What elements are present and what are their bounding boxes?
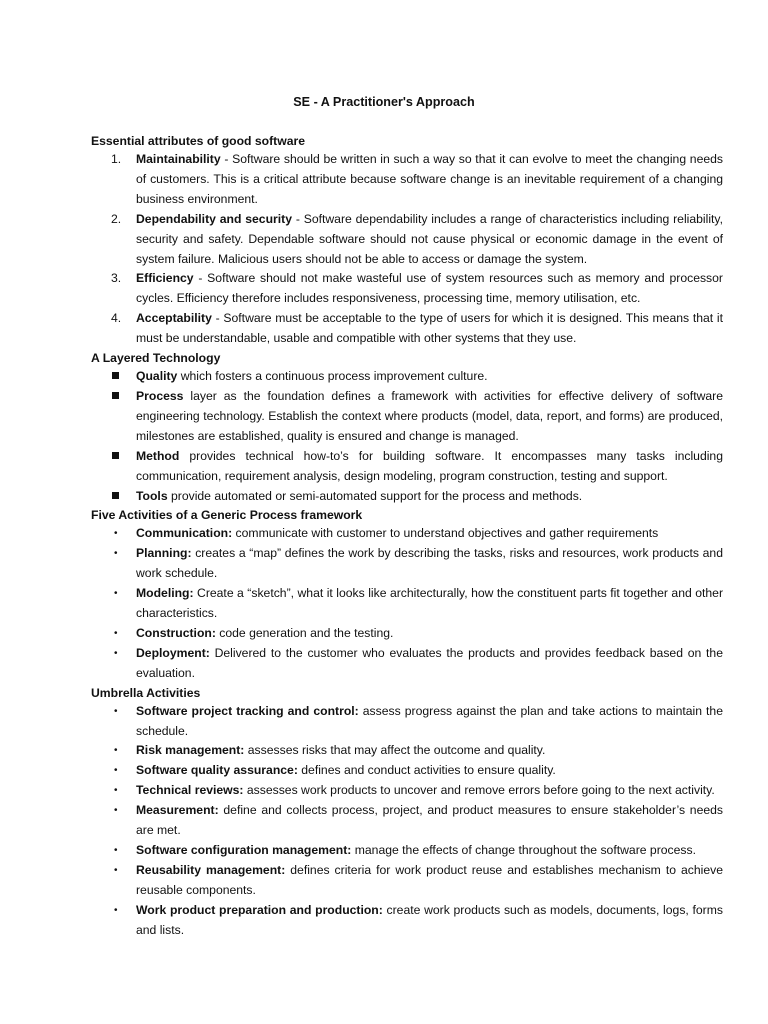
item-term: Deployment: (136, 645, 210, 660)
section-heading: Umbrella Activities (91, 685, 201, 700)
item-text: - Software dependability includes a range of characteristics including reliability, security and safety. Dependable software should not cause physical or economic damage in the event of system failure. Malicious users should not be able to access or damage the system. (136, 211, 723, 266)
item-text: - Software should not make wasteful use of system resources such as memory and processor cycles. Efficiency therefore includes responsiveness, processing time, memory utilisation, etc. (136, 271, 723, 306)
list-item (91, 544, 723, 584)
item-text: creates a “map” defines the work by describing the tasks, risks and resources, work products and work schedule. (136, 546, 723, 581)
item-text: - Software should be written in such a way so that it can evolve to meet the changing needs of customers. This is a critical attribute because software change is an inevitable requirement of a changing business environment. (136, 152, 723, 206)
item-term: Technical reviews: (136, 783, 244, 798)
bullet-icon: • (114, 765, 118, 777)
bullet-icon: • (114, 647, 118, 659)
list-item (91, 761, 723, 781)
section-heading: A Layered Technology (91, 351, 221, 366)
item-text: provides technical how-to’s for building software. It encompasses many tasks including communication, requirement analysis, design modeling, program construction, testing and support. (136, 448, 723, 483)
item-term: Software configuration management: (136, 843, 352, 857)
item-text: communicate with customer to understand objectives and gather requirements (232, 526, 659, 541)
list-item (91, 447, 723, 487)
item-term: Modeling: (136, 586, 194, 601)
bullet-icon: • (114, 548, 118, 560)
list-item (91, 741, 723, 761)
item-text: provide automated or semi-automated support for the process and methods. (167, 488, 583, 503)
square-bullet-icon (112, 392, 119, 399)
item-term: Measurement: (136, 803, 219, 818)
bullet-icon: • (114, 904, 118, 916)
list-item (91, 702, 723, 742)
list-item (91, 801, 723, 841)
list-item (91, 210, 723, 270)
item-text: assess progress against the plan and take actions to maintain the schedule. (136, 703, 723, 738)
list-item (91, 644, 723, 684)
bullet-icon: • (114, 705, 118, 717)
item-term: Process (136, 388, 184, 403)
list-number: 4. (111, 311, 122, 326)
bullet-list (91, 702, 723, 941)
bullet-list (91, 524, 723, 683)
list-item (91, 387, 723, 447)
square-bullet-icon (112, 492, 119, 499)
document-content (91, 132, 723, 941)
item-text: defines criteria for work product reuse and establishes mechanism to achieve reusable components. (136, 862, 723, 897)
section-essential-attributes (91, 132, 723, 349)
item-text: assesses risks that may affect the outcome and quality. (244, 743, 546, 758)
item-text: which fosters a continuous process improvement culture. (177, 369, 488, 384)
item-term: Acceptability (136, 311, 212, 326)
list-item (91, 901, 723, 941)
numbered-list (91, 150, 723, 349)
list-item (91, 309, 723, 349)
bullet-icon: • (114, 864, 118, 876)
list-item (91, 841, 723, 861)
bullet-icon: • (114, 805, 118, 817)
section-five-activities (91, 506, 723, 683)
item-term: Method (136, 448, 180, 463)
item-text: define and collects process, project, and product measures to ensure stakeholder’s needs are met. (136, 803, 723, 838)
bullet-icon: • (114, 528, 118, 540)
section-umbrella-activities (91, 684, 723, 941)
item-term: Software quality assurance: (136, 763, 298, 778)
item-text: Delivered to the customer who evaluates the products and provides feedback based on the evaluation. (136, 645, 723, 680)
list-number: 1. (111, 152, 122, 166)
item-text: - Software must be acceptable to the type of users for which it is designed. This means that it must be understandable, usable and compatible with other systems that they use. (136, 311, 723, 346)
list-item (91, 150, 723, 210)
item-term: Maintainability (136, 152, 221, 166)
section-heading: Five Activities of a Generic Process framework (91, 508, 363, 523)
item-text: create work products such as models, documents, logs, forms and lists. (136, 902, 723, 937)
item-term: Software project tracking and control: (136, 703, 359, 718)
item-text: Create a “sketch”, what it looks like architecturally, how the constituent parts fit together and other characteristics. (136, 586, 723, 621)
item-term: Work product preparation and production: (136, 902, 383, 917)
bullet-icon: • (114, 588, 118, 600)
list-item (91, 524, 723, 544)
bullet-icon: • (114, 845, 118, 856)
item-term: Risk management: (136, 743, 245, 758)
list-item (91, 584, 723, 624)
bullet-icon: • (114, 627, 118, 639)
list-item (91, 781, 723, 801)
bullet-icon: • (114, 785, 118, 797)
item-text: manage the effects of change throughout the software process. (351, 843, 696, 857)
list-item (91, 487, 723, 507)
list-item (91, 367, 723, 387)
square-bullet-icon (112, 372, 119, 379)
item-term: Planning: (136, 546, 192, 561)
item-text: code generation and the testing. (215, 625, 394, 640)
item-term: Efficiency (136, 271, 194, 286)
section-layered-technology (91, 349, 723, 506)
square-bullet-list (91, 367, 723, 506)
square-bullet-icon (112, 452, 119, 459)
list-item (91, 861, 723, 901)
section-heading: Essential attributes of good software (91, 134, 305, 148)
item-term: Tools (136, 488, 168, 503)
item-term: Construction: (136, 625, 216, 640)
item-term: Dependability and security (136, 211, 292, 226)
item-term: Quality (136, 369, 178, 384)
item-term: Communication: (136, 526, 233, 541)
list-item (91, 624, 723, 644)
document-title: SE - A Practitioner's Approach (293, 95, 475, 109)
bullet-icon: • (114, 745, 118, 757)
list-item (91, 269, 723, 309)
list-number: 2. (111, 211, 122, 226)
item-term: Reusability management: (136, 862, 286, 877)
list-number: 3. (111, 271, 122, 286)
item-text: defines and conduct activities to ensure quality. (297, 763, 556, 778)
item-text: assesses work products to uncover and remove errors before going to the next activity. (243, 783, 715, 798)
item-text: layer as the foundation defines a framework with activities for effective delivery of software engineering technology. Establish the context where products (model, data, report, and forms) are produced, milestones are established, quality is ensured and change is managed. (136, 388, 723, 443)
